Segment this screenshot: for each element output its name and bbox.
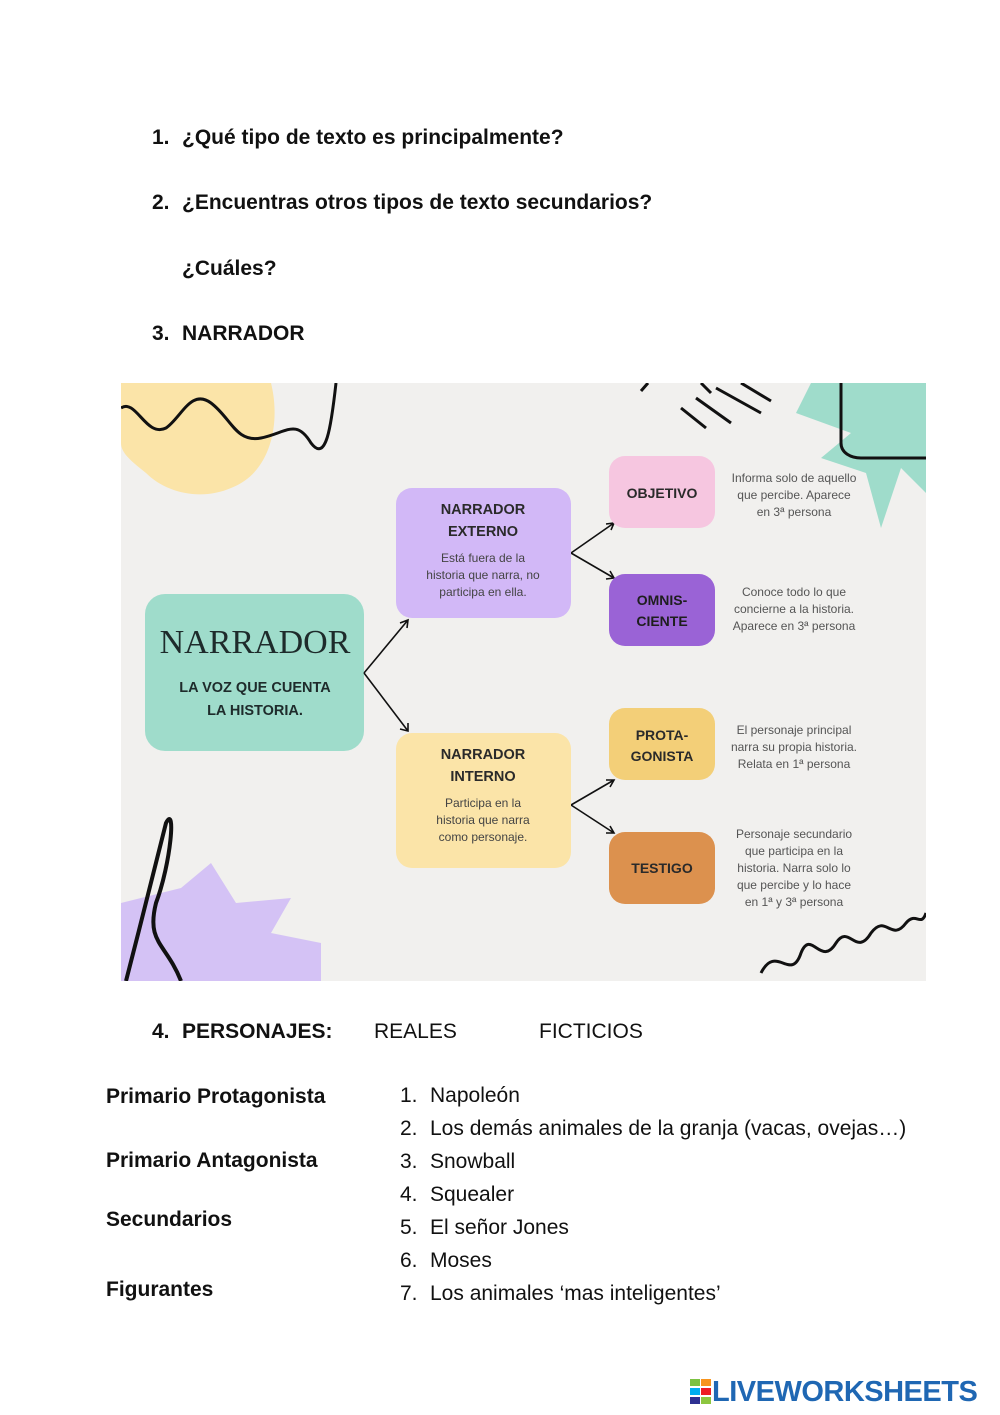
question-number: 3. bbox=[152, 322, 170, 345]
omnisciente-label-line1: OMNIS- bbox=[636, 592, 688, 608]
item-text: Los demás animales de la granja (vacas, ovejas…) bbox=[430, 1117, 907, 1140]
liveworksheets-logo[interactable] bbox=[690, 1375, 977, 1409]
testigo-desc-line3: historia. Narra solo lo bbox=[737, 861, 851, 875]
objetivo-desc-line2: que percibe. Aparece bbox=[737, 488, 851, 502]
role-label: Secundarios bbox=[106, 1208, 233, 1231]
interno-desc-line1: Participa en la bbox=[444, 796, 522, 810]
item-text: Squealer bbox=[430, 1183, 515, 1206]
protagonista-box bbox=[609, 708, 715, 780]
item-text: Snowball bbox=[430, 1150, 516, 1173]
testigo-desc-line4: que percibe y lo hace bbox=[736, 878, 852, 892]
omnisciente-desc-line2: concierne a la historia. bbox=[733, 602, 855, 616]
logo-text: LIVEWORKSHEETS bbox=[712, 1375, 978, 1408]
item-number: 5. bbox=[400, 1216, 418, 1239]
item-number: 4. bbox=[400, 1183, 418, 1206]
testigo-desc-line1: Personaje secundario bbox=[735, 827, 853, 841]
item-text: Moses bbox=[430, 1249, 492, 1272]
protagonista-desc-line3: Relata en 1ª persona bbox=[737, 757, 851, 771]
externo-desc-line1: Está fuera de la bbox=[440, 551, 526, 565]
question-number: 2. bbox=[152, 191, 170, 214]
interno-title-line2: INTERNO bbox=[450, 769, 516, 785]
testigo-desc-line5: en 1ª y 3ª persona bbox=[744, 895, 844, 909]
interno-title-line1: NARRADOR bbox=[440, 747, 526, 763]
role-label: Figurantes bbox=[106, 1278, 214, 1301]
question-text: NARRADOR bbox=[182, 322, 305, 345]
protagonista-desc-line2: narra su propia historia. bbox=[730, 740, 858, 754]
protagonista-label-line2: GONISTA bbox=[630, 748, 694, 764]
externo-desc-line2: historia que narra, no bbox=[426, 568, 540, 582]
testigo-desc-line2: que participa en la bbox=[744, 844, 844, 858]
list-item bbox=[400, 1216, 569, 1240]
item-text: El señor Jones bbox=[430, 1216, 569, 1239]
externo-title-line1: NARRADOR bbox=[440, 502, 526, 518]
list-item bbox=[400, 1183, 514, 1207]
question-2-sub: ¿Cuáles? bbox=[182, 257, 277, 280]
item-text: Napoleón bbox=[430, 1084, 520, 1107]
role-label: Primario Antagonista bbox=[106, 1149, 318, 1172]
column-ficticios: FICTICIOS bbox=[539, 1020, 643, 1043]
item-number: 6. bbox=[400, 1249, 418, 1272]
question-text: ¿Qué tipo de texto es principalmente? bbox=[182, 126, 564, 149]
objetivo-desc-line3: en 3ª persona bbox=[756, 505, 832, 519]
question-text: PERSONAJES: bbox=[182, 1020, 333, 1043]
question-3 bbox=[152, 322, 305, 346]
protagonista-label-line1: PROTA- bbox=[635, 727, 689, 743]
externo-desc-line3: participa en ella. bbox=[439, 585, 527, 599]
main-title: NARRADOR bbox=[159, 624, 351, 661]
list-item bbox=[400, 1282, 721, 1306]
question-4 bbox=[152, 1020, 333, 1044]
objetivo-desc-line1: Informa solo de aquello bbox=[731, 471, 857, 485]
item-number: 1. bbox=[400, 1084, 418, 1107]
narrator-diagram bbox=[121, 383, 926, 981]
list-item bbox=[400, 1084, 520, 1108]
question-text: ¿Encuentras otros tipos de texto secundarios? bbox=[182, 191, 653, 214]
question-number: 1. bbox=[152, 126, 170, 149]
omnisciente-label-line2: CIENTE bbox=[636, 613, 688, 629]
omnisciente-desc-line3: Aparece en 3ª persona bbox=[732, 619, 856, 633]
objetivo-label: OBJETIVO bbox=[626, 485, 698, 501]
column-reales: REALES bbox=[374, 1020, 457, 1043]
list-item bbox=[400, 1249, 492, 1273]
main-subtitle-line1: LA VOZ QUE CUENTA bbox=[179, 680, 331, 696]
item-number: 7. bbox=[400, 1282, 418, 1305]
testigo-label: TESTIGO bbox=[631, 860, 693, 876]
list-item bbox=[400, 1117, 906, 1141]
protagonista-desc-line1: El personaje principal bbox=[736, 723, 852, 737]
list-item bbox=[400, 1150, 515, 1174]
interno-desc-line2: historia que narra bbox=[436, 813, 530, 827]
omnisciente-desc-line1: Conoce todo lo que bbox=[741, 585, 847, 599]
question-2 bbox=[152, 191, 652, 215]
item-number: 3. bbox=[400, 1150, 418, 1173]
interno-desc-line3: como personaje. bbox=[438, 830, 528, 844]
question-1 bbox=[152, 126, 564, 150]
main-subtitle-line2: LA HISTORIA. bbox=[207, 703, 303, 719]
main-narrador-box bbox=[145, 594, 364, 751]
omnisciente-box bbox=[609, 574, 715, 646]
item-text: Los animales ‘mas inteligentes’ bbox=[430, 1282, 721, 1305]
logo-icon bbox=[690, 1379, 712, 1405]
question-number: 4. bbox=[152, 1020, 170, 1043]
externo-title-line2: EXTERNO bbox=[447, 524, 519, 540]
role-label: Primario Protagonista bbox=[106, 1085, 326, 1108]
item-number: 2. bbox=[400, 1117, 418, 1140]
